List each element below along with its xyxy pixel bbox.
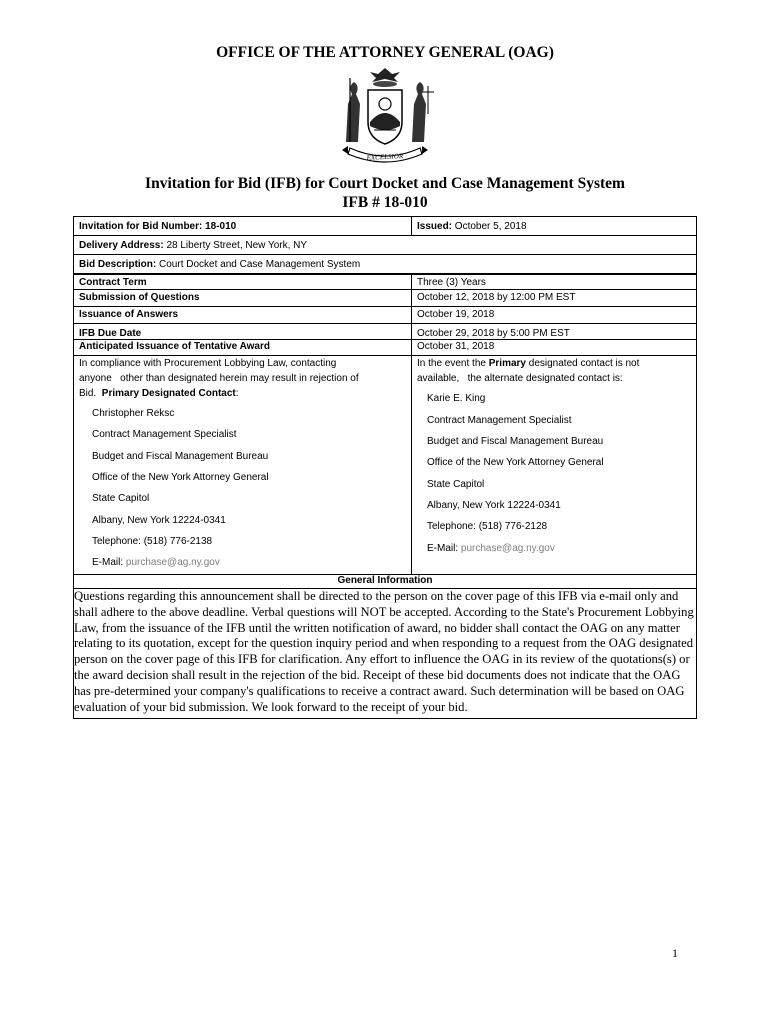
alternate-contact-title: Contract Management Specialist [427,415,572,426]
description-value: Court Docket and Case Management System [159,259,361,270]
schedule-label: Submission of Questions [79,292,200,303]
alternate-intro-suffix: designated contact is not [528,358,640,369]
alternate-contact-name: Karie E. King [427,393,486,404]
primary-contact-label: Primary Designated Contact [101,388,236,399]
schedule-value: October 31, 2018 [417,341,495,352]
general-info-line: shall adhere to the above deadline. Verbal questions will NOT be accepted. According to the State's Procurement Lobbying [74,604,694,619]
alternate-contact-email-label: E-Mail: [427,543,459,554]
schedule-row [74,307,696,324]
alternate-intro-prefix: In the event the [417,358,486,369]
general-info-line: Law, from the issuance of the IFB until the written notification of award, no bidder shall contact the OAG on any matter [74,620,680,635]
general-info-line: the award decision shall result in the rejection of the bid. Receipt of these bid documents does not indicate that the OAG [74,667,681,682]
primary-contact-email-link[interactable]: purchase@ag.ny.gov [125,557,220,568]
issued-field [412,221,527,232]
general-info-heading: General Information [337,575,433,586]
delivery-label: Delivery Address: [79,240,164,251]
primary-contact-name: Christopher Reksc [92,408,175,419]
column-divider [411,217,412,236]
new-york-state-seal [330,64,440,164]
schedule-label: Contract Term [79,277,147,288]
schedule-value: October 19, 2018 [417,309,495,320]
alternate-contact-bureau: Budget and Fiscal Management Bureau [427,436,604,447]
alternate-contact-phone: Telephone: (518) 776-2128 [427,521,548,532]
lobbying-text-line: anyone other than designated herein may result in rejection of [79,373,359,384]
schedule-label: Issuance of Answers [79,309,179,320]
primary-contact-phone: Telephone: (518) 776-2138 [92,536,213,547]
general-info-line: person on the cover page of this IFB for clarification. Any effort to influence the OAG in its review of the quotations(s) or [74,652,690,667]
primary-contact-bureau: Budget and Fiscal Management Bureau [92,451,269,462]
office-title: OFFICE OF THE ATTORNEY GENERAL (OAG) [216,44,554,61]
primary-contact-colon: : [235,388,239,399]
schedule-value: October 12, 2018 by 12:00 PM EST [417,292,576,303]
schedule-row [74,274,696,290]
alternate-contact-office: Office of the New York Attorney General [427,457,604,468]
issued-label: Issued: [417,221,453,232]
general-info-paragraph [74,589,696,715]
alternate-contact-email-link[interactable]: purchase@ag.ny.gov [460,543,555,554]
schedule-value: October 29, 2018 by 5:00 PM EST [417,328,570,339]
ifb-title [0,174,770,212]
bid-number-label: Invitation for Bid Number: 18-010 [79,221,237,232]
lobbying-text-line [79,388,239,399]
issued-value: October 5, 2018 [454,221,527,232]
ifb-number-title: IFB # 18-010 [342,194,428,211]
description-row [74,255,696,274]
general-info-line: Questions regarding this announcement shall be directed to the person on the cover page of this IFB via e-mail only and [74,589,679,603]
description-field [74,259,360,270]
page-number: 1 [672,946,678,960]
primary-contact-building: State Capitol [92,493,150,504]
schedule-label: Anticipated Issuance of Tentative Award [79,341,270,352]
lobbying-text-line: In compliance with Procurement Lobbying Law, contacting [79,358,337,369]
alternate-intro-line: available, the alternate designated contact is: [417,373,623,384]
primary-contact-email-label: E-Mail: [92,557,124,568]
schedule-row [74,340,696,356]
schedule-row [74,324,696,340]
general-info-line: evaluation of your bid submission. We look forward to the receipt of your bid. [74,699,468,714]
primary-contact-office: Office of the New York Attorney General [92,472,269,483]
schedule-row [74,290,696,307]
primary-contact-city: Albany, New York 12224-0341 [92,515,226,526]
ifb-title-line1: Invitation for Bid (IFB) for Court Docket and Case Management System [145,175,625,192]
schedule-label: IFB Due Date [79,328,142,339]
svg-text:EXCELSIOR: EXCELSIOR [366,152,404,162]
alternate-contact-email-field [427,543,555,554]
delivery-value: 28 Liberty Street, New York, NY [166,240,308,251]
alternate-intro-bold: Primary [488,358,526,369]
delivery-field [74,240,307,251]
bid-number-row [74,217,696,236]
general-info-line: relating to its quotation, except for the question inquiry period and when responding to a request from the OAG designated [74,636,694,651]
description-label: Bid Description: [79,259,157,270]
alternate-contact-city: Albany, New York 12224-0341 [427,500,561,511]
alternate-contact-building: State Capitol [427,479,485,490]
ifb-info-table [73,216,697,719]
delivery-row [74,236,696,255]
general-info-line: has pre-determined your company's qualifications to receive a contract award. Such determination will be based on OAG [74,683,685,698]
alternate-intro-line [417,358,639,369]
schedule-value: Three (3) Years [417,277,486,288]
primary-contact-title: Contract Management Specialist [92,429,237,440]
lobbying-text-prefix: Bid. [79,388,97,399]
primary-contact-email-field [92,557,220,568]
